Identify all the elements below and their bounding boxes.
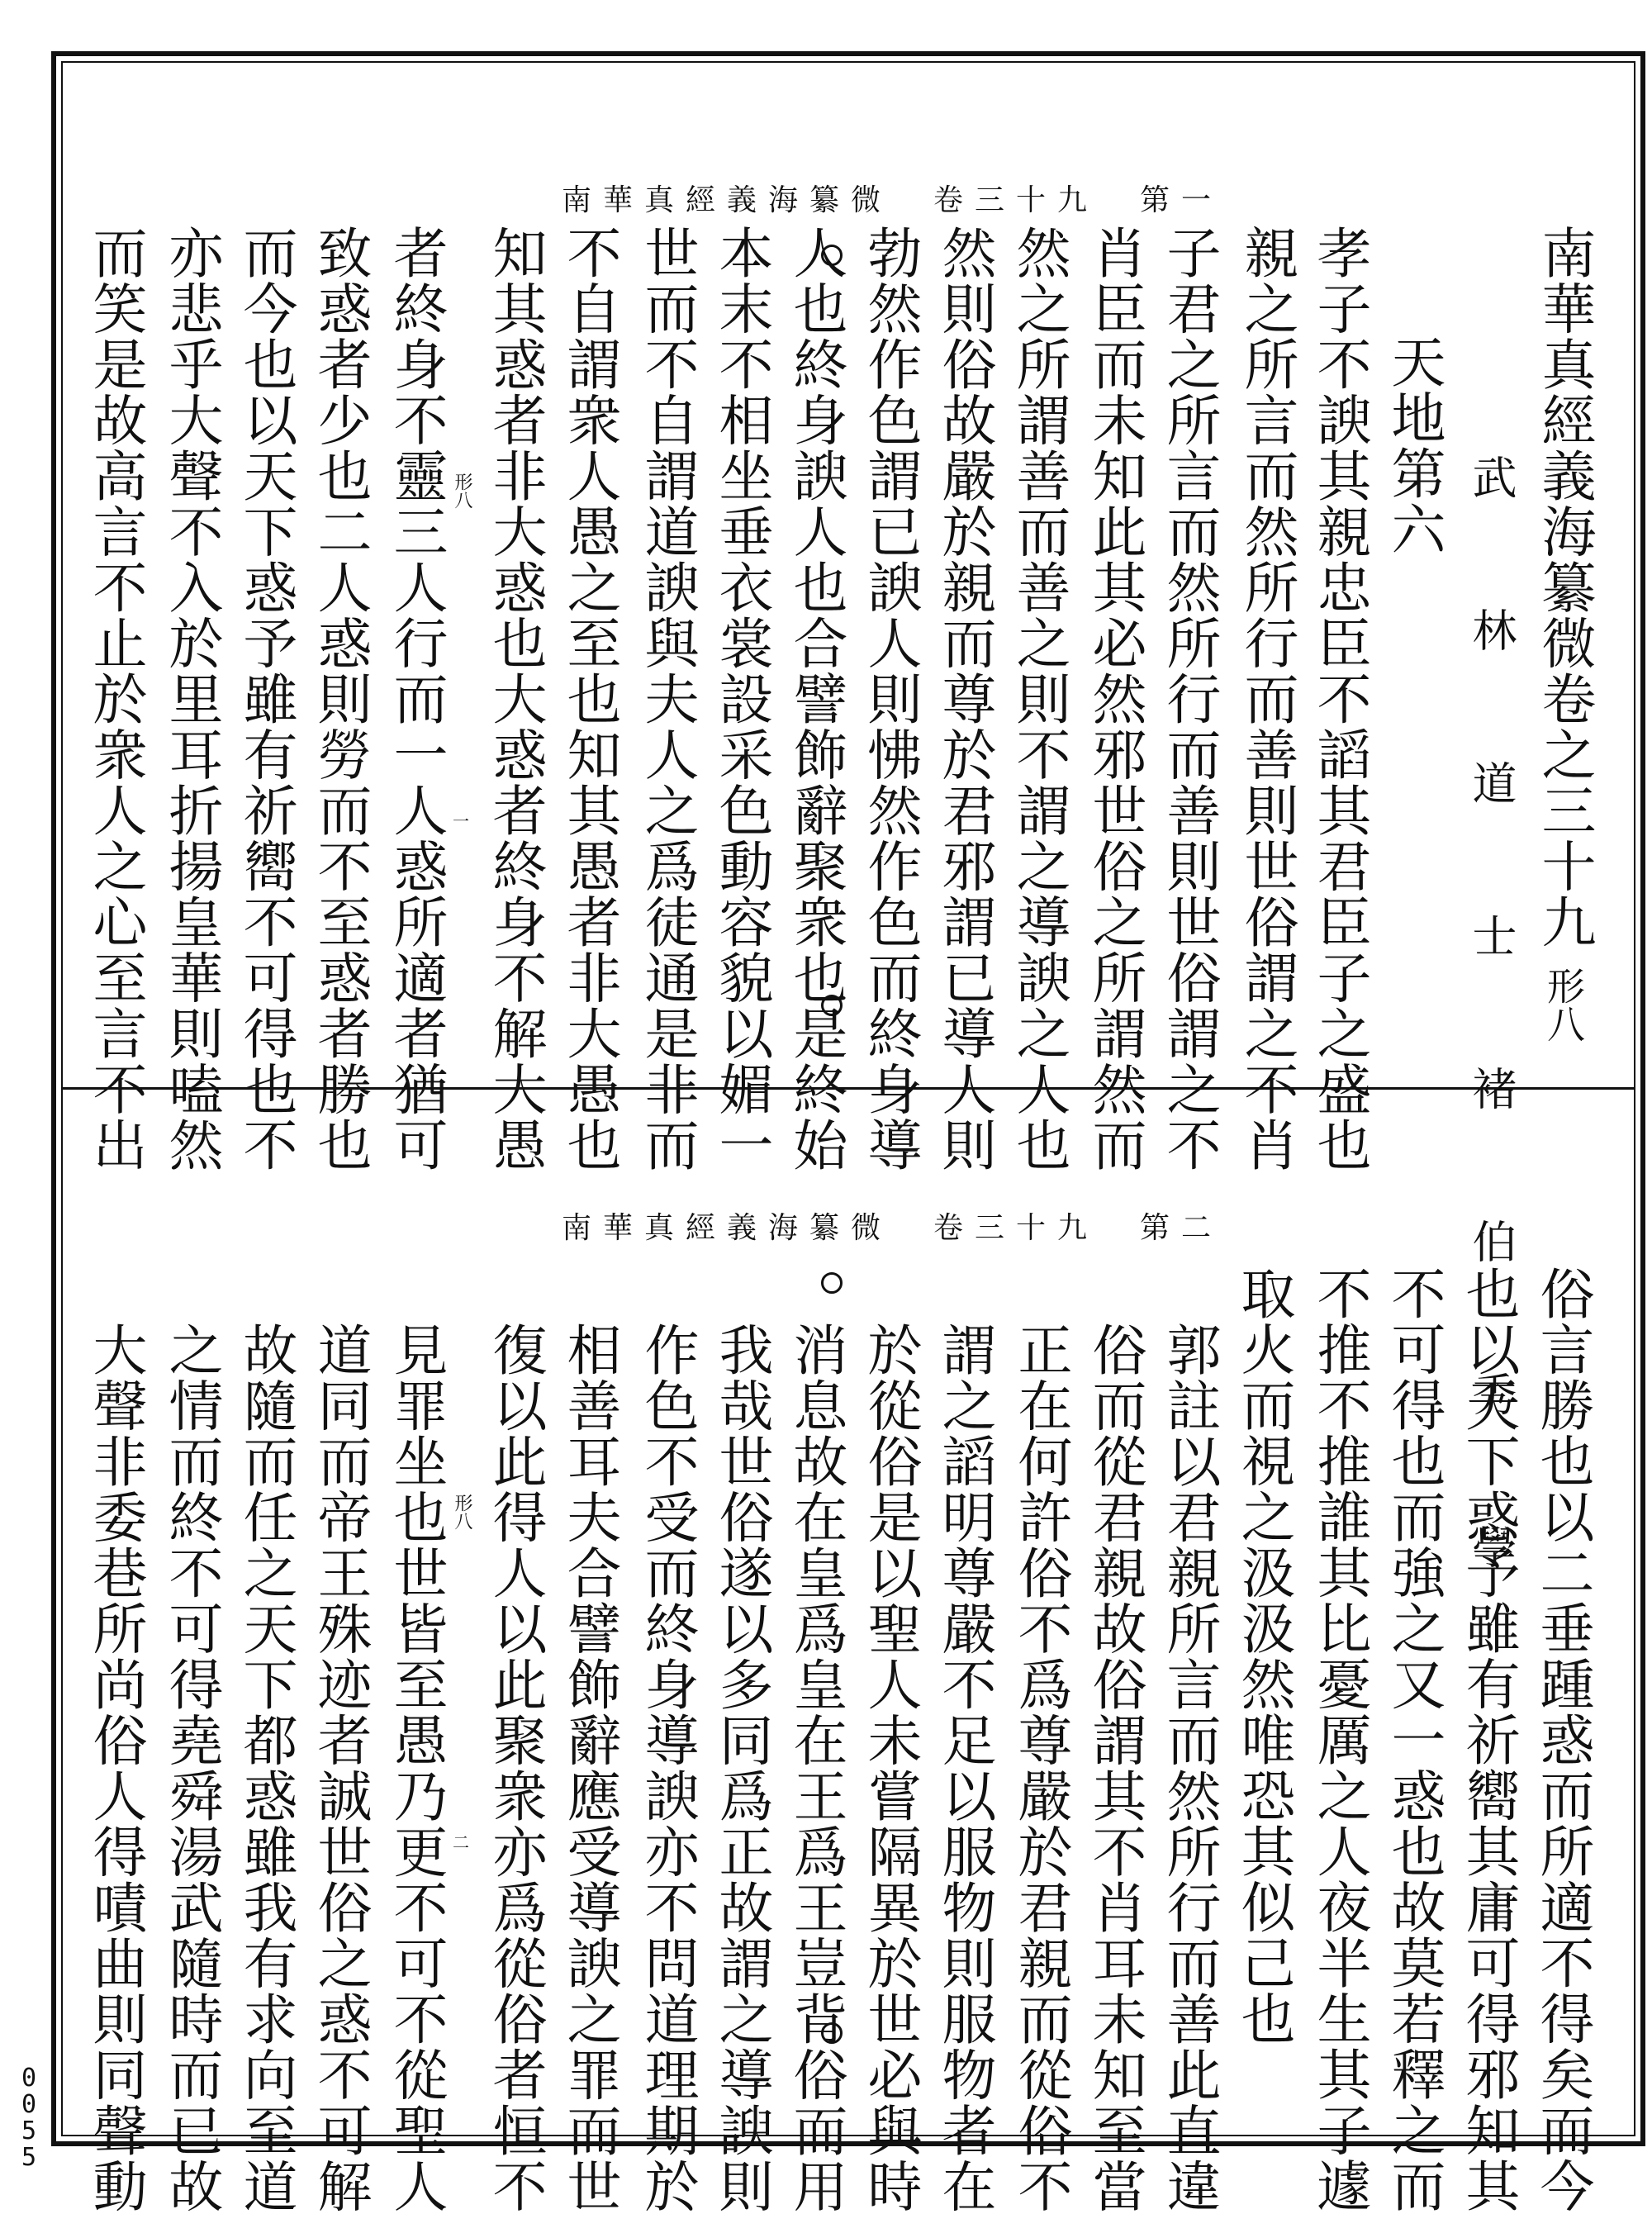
upper-col-9: 本末不相坐垂衣裳設采色動容貌以媚一: [710, 225, 773, 1173]
lower-col-15: 復以此得人以此聚衆亦爲從俗者恒不: [483, 1322, 547, 2214]
upper-circle-mark-1: [821, 245, 843, 266]
lower-col-12: 我哉世俗遂以多同爲正故謂之導諛則: [710, 1322, 773, 2214]
lower-col-10: 於從俗是以聖人未嘗隔異於世必與時: [858, 1322, 922, 2214]
upper-circle-mark-2: [821, 995, 843, 1016]
upper-col-12: 知其惑者非大惑也大惑者終身不解大愚: [483, 225, 547, 1173]
upper-col-8: 人也終身諛人也合譬飾辭聚衆也是終始: [784, 225, 847, 1173]
upper-col-14: 致惑者少也二人惑則勞而不至惑者勝也: [308, 225, 372, 1173]
upper-running-header: 南華真經義海纂微 卷三十九 第一: [562, 183, 1223, 217]
upper-folio: 一: [453, 811, 469, 831]
lower-col-5: 取火而視之汲汲然唯恐其似己也: [1232, 1266, 1295, 2046]
upper-col-4: 肖臣而未知此其必然邪世俗之所謂然而: [1083, 225, 1146, 1173]
lower-col-16: 見罪坐也世皆至愚乃更不可不從聖人: [384, 1322, 448, 2214]
lower-running-header: 南華真經義海纂微 卷三十九 第二: [562, 1211, 1223, 1245]
upper-label: 形八: [1541, 967, 1586, 1043]
lower-col-17: 道同而帝王殊迹者誠世俗之惑不可解: [308, 1322, 372, 2214]
upper-col-15: 而今也以天下惑予雖有祈嚮不可得也不: [234, 225, 297, 1173]
scan-page-number: 0055: [21, 2064, 37, 2172]
lower-col-11: 消息故在皇爲皇在王爲王豈背俗而用: [784, 1322, 847, 2214]
lower-col-14: 相善耳夫合譬飾辭應受導諛之罪而世: [558, 1322, 621, 2214]
upper-col-1: 孝子不諛其親忠臣不謟其君臣子之盛也: [1308, 225, 1371, 1173]
lower-folio: 二: [453, 1832, 469, 1852]
lower-col-8: 正在何許俗不爲尊嚴於君親而從俗不: [1009, 1322, 1072, 2214]
upper-margin-note: 形八: [452, 473, 472, 509]
lower-circle-mark-2: [821, 2022, 843, 2044]
upper-col-17: 而笑是故高言不止於衆人之心至言不出: [83, 225, 147, 1173]
lower-col-4: 不推不推誰其比憂厲之人夜半生其子遽: [1308, 1266, 1371, 2214]
upper-col-7: 勃然作色謂已諛人則怫然作色而終身導: [858, 225, 922, 1173]
upper-author: 武 林 道 士 褚 伯 秀 學: [1465, 454, 1517, 1597]
lower-col-19: 之情而終不可得堯舜湯武隨時而已故: [159, 1322, 223, 2214]
upper-col-3: 子君之所言而然所行而善則世俗謂之不: [1157, 225, 1221, 1173]
lower-col-7: 俗而從君親故俗謂其不肖耳未知至當: [1083, 1322, 1146, 2214]
lower-col-2: 也以天下惑予雖有祈嚮其庸可得邪知其: [1456, 1266, 1520, 2214]
lower-col-6: 郭註以君親所言而然所行而善此直違: [1157, 1322, 1221, 2214]
lower-margin-note: 形八: [452, 1494, 472, 1530]
lower-circle-mark-1: [821, 1272, 843, 1294]
upper-col-6: 然則俗故嚴於親而尊於君邪謂已導人則: [933, 225, 996, 1173]
lower-col-9: 謂之謟明尊嚴不足以服物則服物者在: [933, 1322, 996, 2214]
lower-col-20: 大聲非委巷所尚俗人得嘖曲則同聲動: [83, 1322, 147, 2214]
lower-col-13: 作色不受而終身導諛亦不問道理期於: [635, 1322, 699, 2214]
upper-col-16: 亦悲乎大聲不入於里耳折揚皇華則嗑然: [159, 225, 223, 1173]
upper-col-10: 世而不自謂道諛與夫人之爲徒通是非而: [635, 225, 699, 1173]
lower-col-18: 故隨而任之天下都惑雖我有求向至道: [234, 1322, 297, 2214]
upper-title: 南華真經義海纂微卷之三十九: [1532, 225, 1596, 950]
upper-col-11: 不自謂衆人愚之至也知其愚者非大愚也: [558, 225, 621, 1173]
upper-chapter: 天地第六: [1382, 334, 1446, 557]
upper-col-5: 然之所謂善而善之則不謂之導諛之人也: [1007, 225, 1070, 1173]
upper-col-2: 親之所言而然所行而善則世俗謂之不肖: [1235, 225, 1298, 1173]
lower-col-1: 俗言勝也以二垂踵惑而所適不得矣而今: [1531, 1266, 1594, 2214]
lower-col-3: 不可得也而強之又一惑也故莫若釋之而: [1382, 1266, 1446, 2214]
upper-col-13: 者終身不靈三人行而一人惑所適者猶可: [384, 225, 448, 1173]
